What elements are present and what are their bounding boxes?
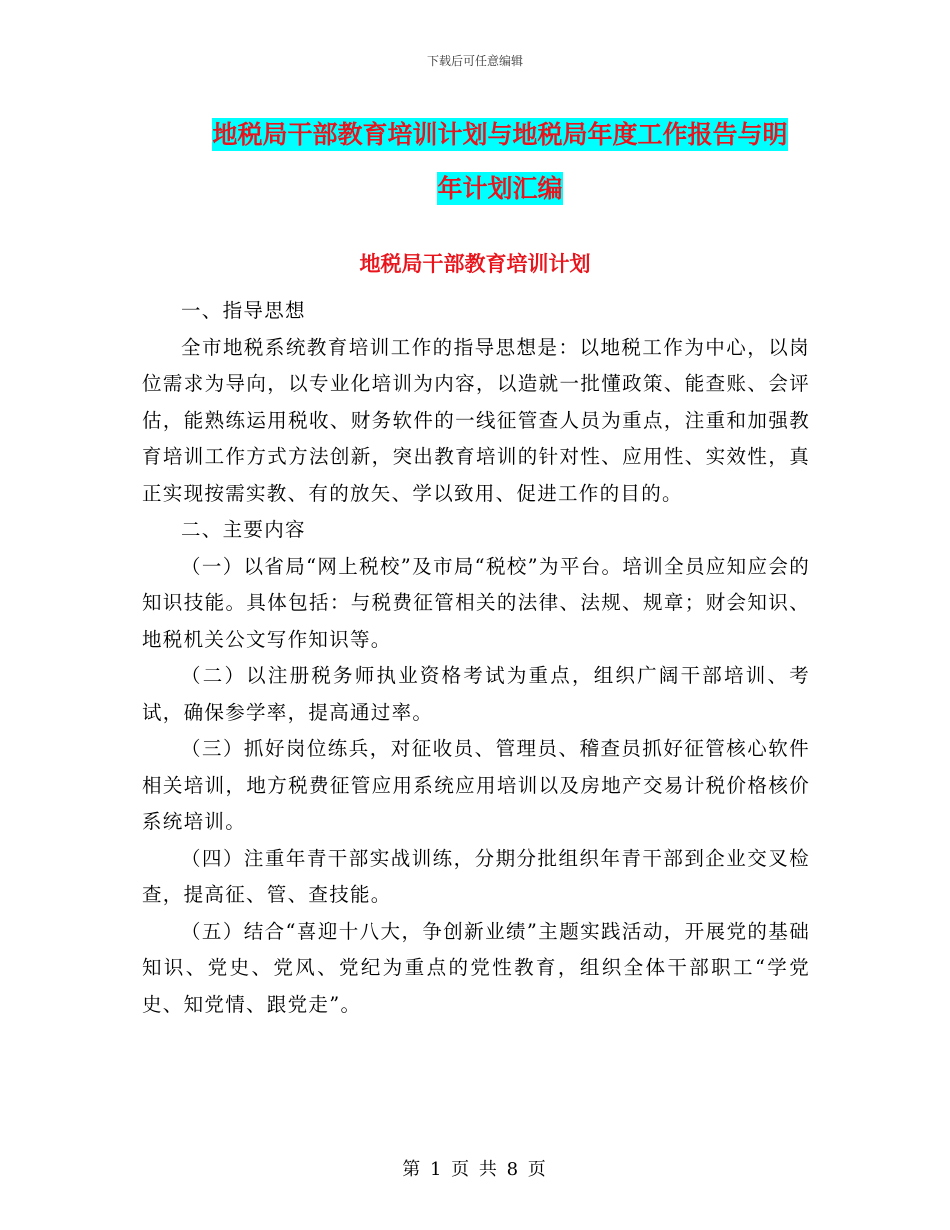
document-body — [142, 293, 810, 1023]
paragraph-item-4: （四）注重年青干部实战训练，分期分批组织年青干部到企业交叉检查，提高征、管、查技能。 — [142, 846, 810, 906]
paragraph-guiding-ideology: 全市地税系统教育培训工作的指导思想是：以地税工作为中心，以岗位需求为导向，以专业化培训为内容，以造就一批懂政策、能查账、会评估，能熟练运用税收、财务软件的一线征管查人员为重点，注重和加强教育培训工作方式方法创新，突出教育培训的针对性、应用性、实效性，真正实现按需实教、有的放矢、学以致用、促进工作的目的。 — [142, 335, 810, 505]
document-title-line-2: 年计划汇编 — [437, 174, 563, 203]
paragraph-item-2: （二）以注册税务师执业资格考试为重点，组织广阔干部培训、考试，确保参学率，提高通过率。 — [142, 664, 810, 724]
page-footer: 第 1 页 共 8 页 — [402, 1159, 548, 1180]
heading-main-content: 二、主要内容 — [181, 518, 306, 541]
document-title-line-1: 地税局干部教育培训计划与地税局年度工作报告与明 — [212, 120, 788, 149]
heading-guiding-ideology: 一、指导思想 — [181, 299, 306, 322]
section-title: 地税局干部教育培训计划 — [359, 252, 591, 276]
paragraph-item-1: （一）以省局“网上税校”及市局“税校”为平台。培训全员应知应会的知识技能。具体包括：与税费征管相关的法律、法规、规章；财会知识、地税机关公文写作知识等。 — [142, 554, 810, 651]
paragraph-item-5: （五）结合“喜迎十八大，争创新业绩”主题实践活动，开展党的基础知识、党史、党风、党纪为重点的党性教育，组织全体干部职工“学党史、知党情、跟党走”。 — [142, 919, 810, 1016]
page-header-note: 下载后可任意编辑 — [426, 54, 523, 68]
paragraph-item-3: （三）抓好岗位练兵，对征收员、管理员、稽查员抓好征管核心软件相关培训，地方税费征管应用系统应用培训以及房地产交易计税价格核价系统培训。 — [142, 737, 810, 833]
document-title — [190, 108, 810, 216]
